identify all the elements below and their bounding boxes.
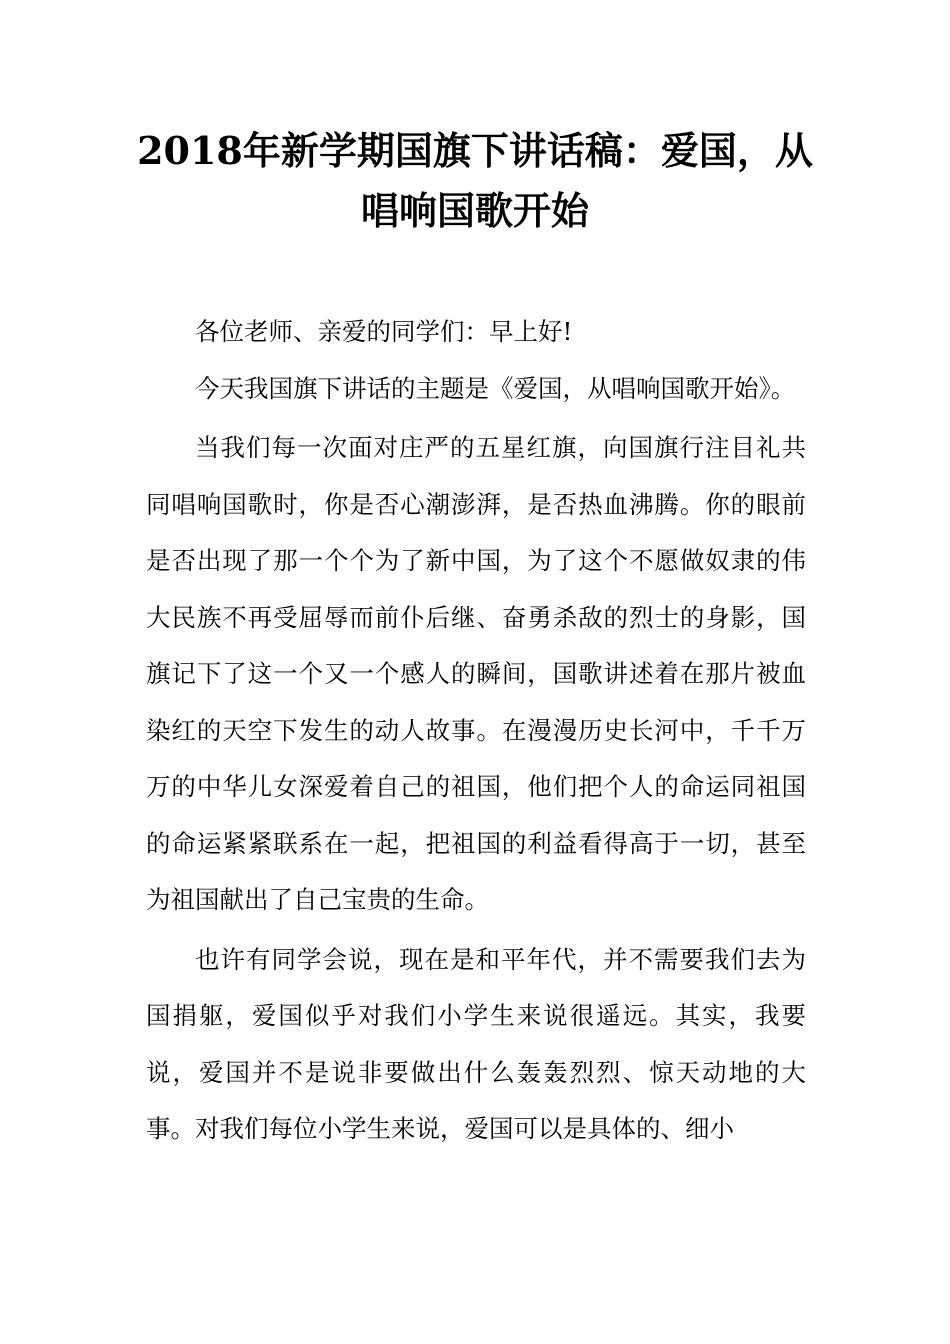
- document-title-line-1: 2018年新学期国旗下讲话稿：爱国，从: [137, 128, 813, 173]
- paragraph-topic: 今天我国旗下讲话的主题是《爱国，从唱响国歌开始》。: [195, 373, 796, 403]
- document-title-line-2: 唱响国歌开始: [360, 188, 589, 233]
- paragraph-peacetime: 也许有同学会说，现在是和平年代，并不需要我们去为国捐躯，爱国似乎对我们小学生来说很遥远。其实，我要说，爱国并不是说非要做出什么轰轰烈烈、惊天动地的大事。对我们每位小学生来说，爱国可以是具体的、细小: [146, 944, 806, 1143]
- paragraph-national-flag: 当我们每一次面对庄严的五星红旗，向国旗行注目礼共同唱响国歌时，你是否心潮澎湃，是否热血沸腾。你的眼前是否出现了那一个个为了新中国，为了这个不愿做奴隶的伟大民族不再受屈辱而前仆后继、奋勇杀敌的烈士的身影，国旗记下了这一个又一个感人的瞬间，国歌讲述着在那片被血染红的天空下发生的动人故事。在漫漫历史长河中，千千万万的中华儿女深爱着自己的祖国，他们把个人的命运同祖国的命运紧紧联系在一起，把祖国的利益看得高于一切，甚至为祖国献出了自己宝贵的生命。: [146, 433, 806, 914]
- paragraph-greeting: 各位老师、亲爱的同学们：早上好!: [195, 317, 573, 346]
- document-body: [146, 304, 806, 1161]
